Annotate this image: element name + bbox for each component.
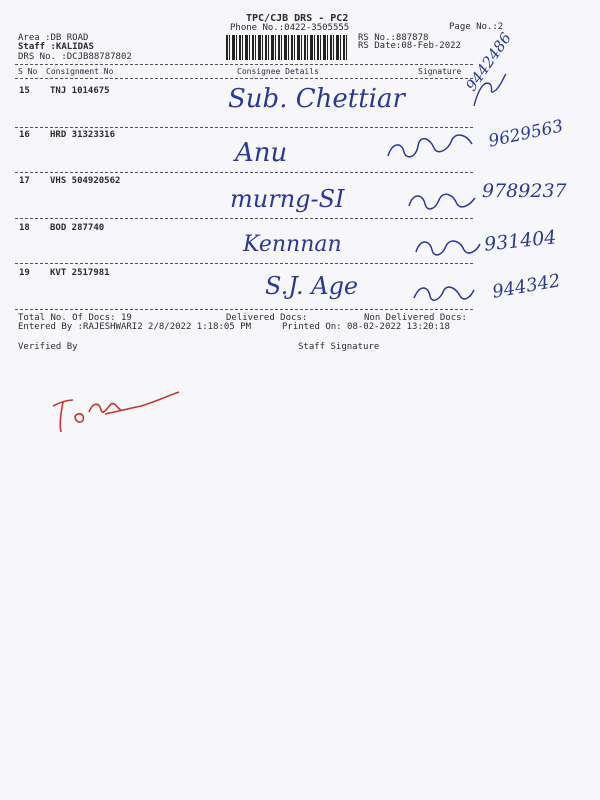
report-title: TPC/CJB DRS - PC2	[246, 13, 349, 24]
row-consignment: VHS 504920562	[50, 176, 121, 186]
signature-mark	[470, 70, 510, 110]
row-sno: 17	[19, 176, 30, 186]
consignee-handwriting: Anu	[235, 138, 288, 168]
signature-phone: 944342	[490, 270, 563, 303]
divider	[15, 172, 473, 173]
total-docs: Total No. Of Docs: 19	[18, 313, 132, 323]
row-consignment: HRD 31323316	[50, 130, 116, 140]
rs-date: RS Date:08-Feb-2022	[358, 41, 461, 51]
drs-number: DRS No. :DCJB88787802	[18, 52, 132, 62]
barcode	[226, 35, 347, 60]
entered-by: Entered By :RAJESHWARI2 2/8/2022 1:18:05 PM	[18, 322, 251, 332]
printed-on: Printed On: 08-02-2022 13:20:18	[282, 322, 450, 332]
column-sno: S No	[18, 67, 38, 76]
area-label: Area :DB ROAD	[18, 33, 89, 43]
column-consignee: Consignee Details	[237, 67, 319, 76]
verified-by: Verified By	[18, 342, 78, 352]
signature-phone: 9629563	[486, 116, 565, 152]
rs-number: RS No.:887878	[358, 33, 429, 43]
staff-label: Staff :KALIDAS	[18, 42, 94, 52]
divider	[15, 78, 473, 79]
delivered-docs: Delivered Docs:	[226, 313, 308, 323]
signature-phone: 9789237	[482, 180, 567, 202]
row-sno: 15	[19, 86, 30, 96]
staff-signature-label: Staff Signature	[298, 342, 380, 352]
signature-mark	[410, 276, 480, 310]
row-sno: 16	[19, 130, 30, 140]
signature-mark	[412, 228, 492, 264]
column-consignment: Consignment No	[46, 67, 114, 76]
row-sno: 19	[19, 268, 30, 278]
consignee-handwriting: S.J. Age	[265, 272, 359, 300]
divider	[15, 263, 473, 264]
page-number: Page No.:2	[449, 22, 504, 32]
signature-mark	[382, 120, 492, 170]
row-consignment: BOD 287740	[50, 223, 105, 233]
consignee-handwriting: Kennnan	[243, 232, 342, 257]
non-delivered-docs: Non Delivered Docs:	[364, 313, 467, 323]
consignee-handwriting: murng-SI	[230, 185, 345, 213]
divider	[15, 64, 473, 65]
divider	[15, 309, 473, 310]
column-signature: Signature	[418, 67, 462, 76]
signature-phone: 931404	[483, 226, 558, 256]
row-consignment: KVT 2517981	[50, 268, 110, 278]
consignee-handwriting: Sub. Chettiar	[228, 84, 405, 114]
verifier-signature	[45, 388, 185, 438]
signature-phone: 9442486	[462, 29, 516, 95]
phone-number: Phone No.:0422-3505555	[230, 23, 350, 33]
row-consignment: TNJ 1014675	[50, 86, 110, 96]
divider	[15, 218, 473, 219]
row-sno: 18	[19, 223, 30, 233]
signature-mark	[405, 180, 485, 220]
